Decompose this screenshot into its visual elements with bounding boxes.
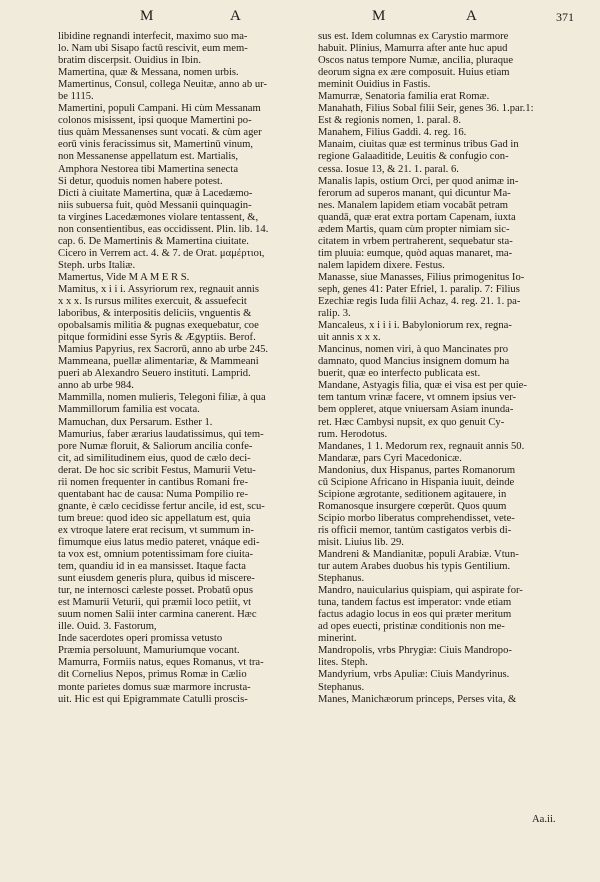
text-line: tem, quandiu id in ea mansisset. Itaque facta bbox=[58, 561, 246, 573]
text-line: citatem in vrbem pertraherent, sequebatur sta- bbox=[318, 235, 513, 247]
text-line: Mancinus, nomen viri, à quo Mancinates pro bbox=[318, 344, 509, 356]
text-line: cū Scipione Africano in Hispania iuuit, deinde bbox=[318, 476, 515, 488]
text-line: opobalsamis militia & pugnas exequebatur, coe bbox=[58, 320, 259, 332]
text-line: Mandro, nauicularius quispiam, qui aspirate for- bbox=[318, 585, 523, 597]
text-line: cessa. Iosue 13, & 21. 1. paral. 6. bbox=[318, 163, 459, 175]
text-line: tim pluuia: eumque, quòd aquas manaret, ma- bbox=[318, 247, 513, 259]
text-line: Mandonius, dux Hispanus, partes Romanorum bbox=[318, 464, 516, 476]
text-line: Mammilla, nomen mulieris, Telegoni filiæ, à qua bbox=[58, 392, 266, 404]
text-line: misit. Liuius lib. 29. bbox=[318, 536, 404, 548]
text-line: meminit Ouidius in Fastis. bbox=[318, 79, 431, 91]
text-line: derat. De hoc sic scribit Festus, Mamurii Vetu- bbox=[58, 464, 256, 476]
text-line: ta vox est, omnium potentissimam fore ciuita- bbox=[58, 549, 254, 561]
header-letter-right-2: A bbox=[466, 8, 479, 24]
text-line: Mamurius, faber ærarius laudatissimus, qui tem- bbox=[58, 428, 264, 440]
text-line: bem oppleret, atque vniuersam Asiam inunda- bbox=[318, 404, 514, 416]
text-line: ris officii memor, tantùm castigatos verbis di- bbox=[318, 524, 512, 536]
text-line: Amphora Nestorea tibi Mamertina senecta bbox=[58, 163, 239, 175]
text-line: lites. Steph. bbox=[318, 657, 368, 669]
text-line: minerint. bbox=[318, 633, 357, 645]
text-line: Mamertinus, Consul, collega Neuitæ, anno ab ur- bbox=[58, 79, 267, 91]
text-line: est Mamurii Veturii, qui præmii loco petiit, vt bbox=[58, 597, 252, 609]
text-line: damnato, quod Mancius insignem domum ha bbox=[318, 356, 510, 368]
text-line: Mamitus, x i i i. Assyriorum rex, regnauit annis bbox=[58, 283, 259, 295]
page-number: 371 bbox=[556, 10, 574, 24]
text-line: Mandreni & Mandianitæ, populi Arabiæ. Vtun- bbox=[318, 549, 519, 561]
text-line: ædem Martis, quam cùm propter nimiam sic- bbox=[318, 223, 510, 235]
text-line: Scipione ægrotante, seditionem agitauere, in bbox=[318, 488, 507, 500]
text-line: monte parietes domus suæ marmore incrusta- bbox=[58, 681, 251, 693]
text-line: Manasse, siue Manasses, Filius primogenitus Io- bbox=[318, 271, 525, 283]
text-line: Stephanus. bbox=[318, 681, 365, 693]
text-line: Mandyrium, vrbs Apuliæ: Ciuis Mandyrinus. bbox=[318, 669, 510, 681]
text-line: anno ab urbe 984. bbox=[58, 380, 134, 392]
text-line: suum nomen Salii inter carmina canerent. Hæc bbox=[58, 609, 257, 621]
text-line: colonos misissent, ipsi quoque Mamertini po- bbox=[58, 115, 252, 127]
text-line: nes. Manalem lapidem etiam vocabāt petram bbox=[318, 199, 509, 211]
text-line: ex vtroque latere erat recisum, vt summum in- bbox=[58, 524, 254, 536]
text-line: sus est. Idem columnas ex Carystio marmore bbox=[318, 31, 509, 42]
text-line: Inde sacerdotes operi promissa vetusto bbox=[58, 633, 223, 645]
text-line: tuna, tandem factus est imperator: vnde etiam bbox=[318, 597, 512, 609]
left-column bbox=[58, 31, 312, 831]
header-letter-left-2: A bbox=[230, 8, 243, 24]
text-line: Mamertini, populi Campani. Hi cùm Messanam bbox=[58, 103, 261, 115]
text-line: uit annis x x x. bbox=[318, 332, 381, 344]
text-line: non Messanense appellatum est. Martialis, bbox=[58, 151, 239, 163]
text-line: Manalis lapis, ostium Orci, per quod animæ in- bbox=[318, 175, 519, 187]
running-head bbox=[0, 8, 600, 30]
text-line: tem tantum vrinæ facere, vt omnem ipsius ver- bbox=[318, 392, 517, 404]
signature-mark: Aa.ii. bbox=[532, 814, 556, 825]
text-line: Mammeana, puellæ alimentariæ, & Mammeani bbox=[58, 356, 259, 368]
text-line: dit Cornelius Nepos, primus Romæ in Cælio bbox=[58, 669, 247, 681]
text-line: Stephanus. bbox=[318, 573, 365, 585]
text-line: libidine regnandi interfecit, maximo suo ma- bbox=[58, 31, 248, 42]
text-line: tius quàm Messanenses sunt vocati. & cùm ager bbox=[58, 127, 262, 139]
text-line: Manes, Manichæorum princeps, Perses vita, & bbox=[318, 693, 517, 705]
text-line: deorum signa ex ære composuit. Huius etiam bbox=[318, 67, 510, 79]
text-line: x x x. Is rursus milites exercuit, & assuefecit bbox=[58, 296, 247, 308]
text-line: Mamurræ, Senatoria familia erat Romæ. bbox=[318, 91, 490, 103]
text-line: sunt eiusdem generis plura, quibus id miscere- bbox=[58, 573, 255, 585]
text-line: Mancaleus, x i i i i. Babyloniorum rex, regna- bbox=[318, 320, 512, 332]
text-line: eorū vinis feracissimus sit, Mamertinū vinum, bbox=[58, 139, 254, 151]
text-line: Manaim, ciuitas quæ est terminus tribus Gad in bbox=[318, 139, 519, 151]
text-line: uit. Hic est qui Epigrammate Catulli proscis- bbox=[58, 693, 248, 705]
text-line: Scipio morbo liberatus comprehendisset, vete- bbox=[318, 512, 515, 524]
text-line: gnante, è cælo cecidisse fertur ancile, id est, scu- bbox=[58, 500, 265, 512]
text-line: ta virgines Lacedæmones violare tentassent, &, bbox=[58, 211, 259, 223]
text-line: ad opes euecti, pristinæ conditionis non me- bbox=[318, 621, 505, 633]
text-line: bratim discerpsit. Ouidius in Ibin. bbox=[58, 55, 202, 67]
text-line: cap. 6. De Mamertinis & Mamertina ciuitate. bbox=[58, 235, 249, 247]
text-line: Mamuchan, dux Persarum. Esther 1. bbox=[58, 416, 213, 428]
text-line: pore Numæ floruit, & Saliorum ancilia confe- bbox=[58, 440, 253, 452]
text-line: Mandane, Astyagis filia, quæ ei visa est per quie- bbox=[318, 380, 527, 392]
header-letter-right-1: M bbox=[372, 8, 388, 24]
text-line: tum breue: quod ideo sic appellatum est, quia bbox=[58, 512, 251, 524]
text-line: Oscos natus tempore Numæ, ancilia, pluraque bbox=[318, 55, 514, 67]
text-line: quentabant hac de causa: Numa Pompilio re- bbox=[58, 488, 249, 500]
text-line: Si detur, quoduis nomen habere potest. bbox=[58, 175, 223, 187]
text-line: Mandropolis, vrbs Phrygiæ: Ciuis Mandropo- bbox=[318, 645, 512, 657]
text-line: non consentientibus, eas occidissent. Plin. lib. 14. bbox=[58, 223, 269, 235]
text-line: rii nomen frequenter in cantibus Romani fre- bbox=[58, 476, 249, 488]
text-line: Mandanes, 1 1. Medorum rex, regnauit annis 50. bbox=[318, 440, 525, 452]
text-line: tur autem Arabes duobus his typis Gentilium. bbox=[318, 561, 511, 573]
text-line: fimumque eius latus medio pateret, vnáque edi- bbox=[58, 536, 260, 548]
text-line: Ezechiæ regis Iuda filii Achaz, 4. reg. 21. 1. pa- bbox=[318, 296, 521, 308]
text-line: seph, genes 41: Pater Efriel, 1. paralip. 7: Filius bbox=[318, 283, 520, 295]
right-column bbox=[318, 31, 584, 826]
text-line: ret. Hæc Cambysi nupsit, ex quo genuit Cy- bbox=[318, 416, 505, 428]
text-line: laboribus, & interpositis deliciis, vnguentis & bbox=[58, 308, 252, 320]
text-line: Romanosque insurgere cœperūt. Quos quum bbox=[318, 500, 507, 512]
text-line: niis subuersa fuit, quòd Messanii quinquagin- bbox=[58, 199, 252, 211]
text-line: nalem lapidem dixere. Festus. bbox=[318, 259, 445, 271]
text-line: buerit, quæ eo interfecto publicata est. bbox=[318, 368, 481, 380]
text-line: be 1115. bbox=[58, 91, 94, 103]
text-line: cit, ad similitudinem eius, quod de cælo deci- bbox=[58, 452, 251, 464]
text-line: Mammillorum familia est vocata. bbox=[58, 404, 200, 416]
header-letter-left-1: M bbox=[140, 8, 156, 24]
text-line: rum. Herodotus. bbox=[318, 428, 388, 440]
text-line: Mandaræ, pars Cyri Macedonicæ. bbox=[318, 452, 462, 464]
text-line: Præmia persoluunt, Mamuriumque vocant. bbox=[58, 645, 240, 657]
text-line: tur, ne internosci cæleste posset. Probatū opus bbox=[58, 585, 253, 597]
text-line: Steph. urbs Italiæ. bbox=[58, 259, 136, 271]
text-line: quandā, quæ erat extra portam Capenam, iuxta bbox=[318, 211, 516, 223]
text-line: Cicero in Verrem act. 4. & 7. de Orat. μαμέρτιοι, bbox=[58, 247, 265, 259]
text-line: Est & regionis nomen, 1. paral. 8. bbox=[318, 115, 461, 127]
text-line: Mamurra, Formiis natus, eques Romanus, vt tra- bbox=[58, 657, 264, 669]
text-line: Manahath, Filius Sobal filii Seir, genes 36. 1.par.1: bbox=[318, 103, 534, 115]
text-line: Dicti à ciuitate Mamertina, quæ à Lacedæmo- bbox=[58, 187, 253, 199]
text-line: factus adagio locus in eos qui præter meritum bbox=[318, 609, 512, 621]
text-line: ille. Ouid. 3. Fastorum, bbox=[58, 621, 157, 633]
text-line: pitque formidini esse Syris & Ægyptiis. Berof. bbox=[58, 332, 256, 344]
text-line: Mamertina, quæ & Messana, nomen urbis. bbox=[58, 67, 239, 79]
text-line: regione Galaaditide, Leuitis & confugio con- bbox=[318, 151, 509, 163]
text-line: pueri ab Alexandro Seuero instituti. Lamprid. bbox=[58, 368, 251, 380]
text-line: Manahem, Filius Gaddi. 4. reg. 16. bbox=[318, 127, 467, 139]
text-line: ralip. 3. bbox=[318, 308, 351, 320]
text-line: habuit. Plinius, Mamurra after ante huc apud bbox=[318, 43, 508, 55]
text-line: ferorum ad superos manant, qui dicuntur Ma- bbox=[318, 187, 511, 199]
text-line: Mamertus, Vide M A M E R S. bbox=[58, 271, 190, 283]
text-line: lo. Nam ubi Sisapo factū rescivit, eum mem- bbox=[58, 43, 248, 55]
text-line: Mamius Papyrius, rex Sacrorū, anno ab urbe 245. bbox=[58, 344, 269, 356]
